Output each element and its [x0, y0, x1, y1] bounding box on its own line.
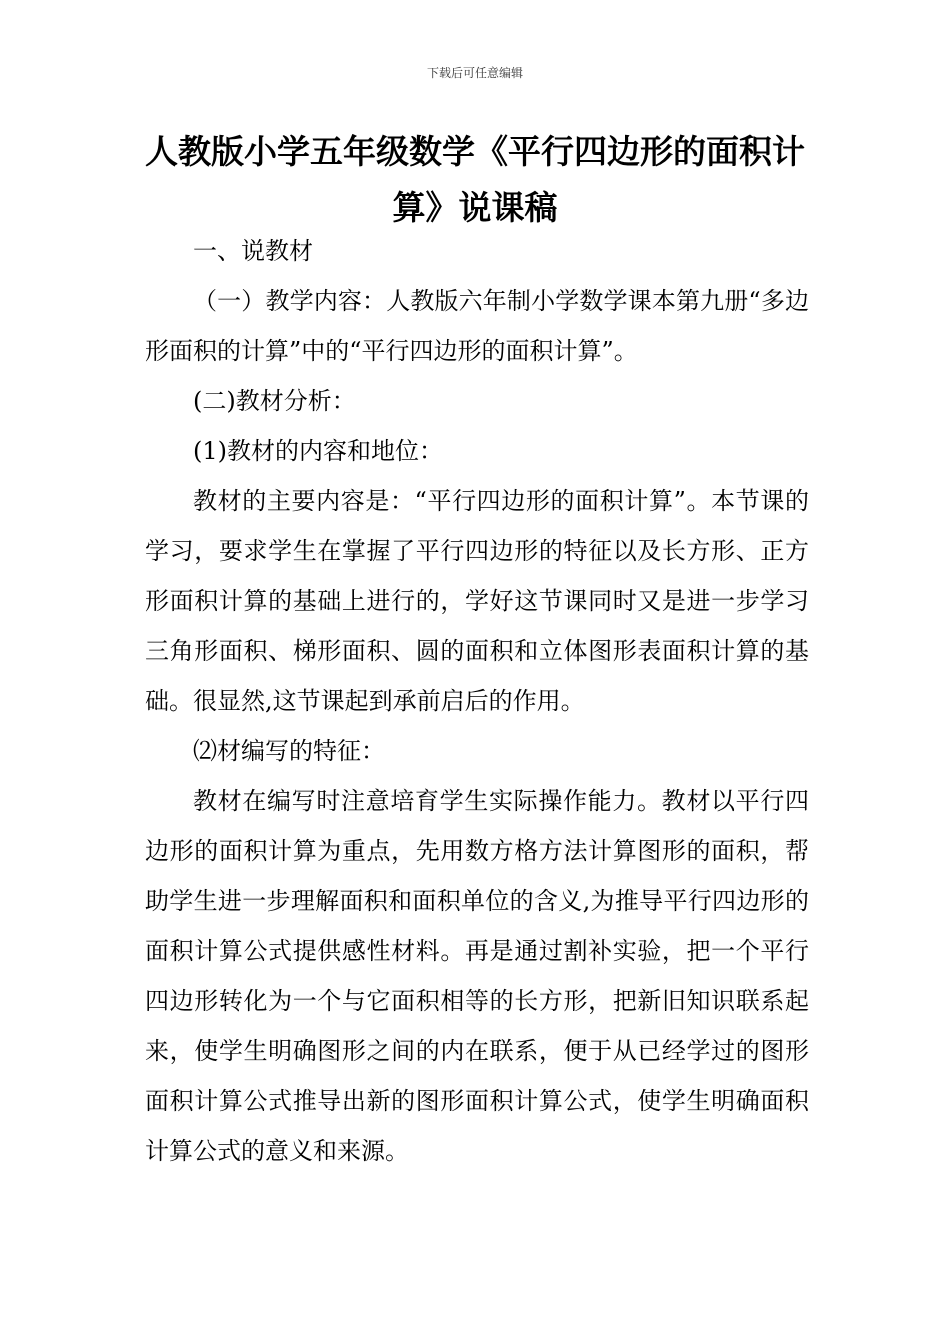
document-body: [145, 226, 809, 1176]
paragraph: （一）教学内容：人教版六年制小学数学课本第九册“多边形面积的计算”中的“平行四边形的面积计算”。: [145, 287, 809, 365]
section-heading: 一、说教材: [193, 237, 313, 265]
subsection-heading: ⑵材编写的特征：: [193, 737, 385, 765]
paragraph: 教材的主要内容是：“平行四边形的面积计算”。本节课的学习，要求学生在掌握了平行四边形的特征以及长方形、正方形面积计算的基础上进行的，学好这节课同时又是进一步学习三角形面积、梯形面积、圆的面积和立体图形表面积计算的基础。很显然,这节课起到承前启后的作用。: [145, 487, 809, 715]
document-title: 人教版小学五年级数学《平行四边形的面积计算》说课稿: [145, 132, 805, 227]
subsection-heading: (二)教材分析：: [193, 387, 356, 415]
header-note: 下载后可任意编辑: [426, 66, 523, 80]
paragraph: 教材在编写时注意培育学生实际操作能力。教材以平行四边形的面积计算为重点，先用数方格方法计算图形的面积，帮助学生进一步理解面积和面积单位的含义,为推导平行四边形的面积计算公式提供感性材料。再是通过割补实验，把一个平行四边形转化为一个与它面积相等的长方形，把新旧知识联系起来，使学生明确图形之间的内在联系，便于从已经学过的图形面积计算公式推导出新的图形面积计算公式，使学生明确面积计算公式的意义和来源。: [145, 787, 809, 1165]
subsection-heading: (1)教材的内容和地位：: [193, 437, 443, 465]
